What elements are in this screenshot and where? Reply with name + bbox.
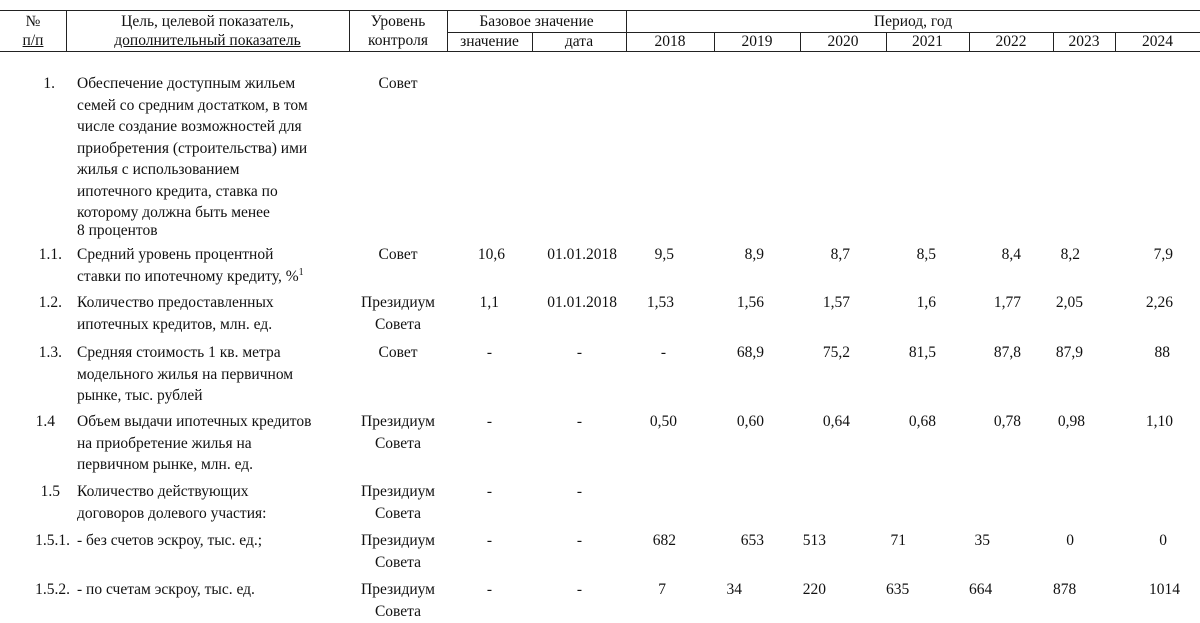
row-control-level: Совета [374,553,422,571]
row-year-value: 7,9 [1153,246,1173,263]
table-header [0,0,1200,52]
row-year-value: 87,8 [993,344,1021,361]
row-year-value: 87,9 [1055,344,1083,361]
row-description-text: ставки по ипотечному кредиту, % [77,267,299,285]
row-description-line: - по счетам эскроу, тыс. ед. [77,581,255,598]
row-description-line: Средняя стоимость 1 кв. метра [77,344,281,361]
row-base-value: - [486,483,492,500]
row-description-line: рынке, тыс. рублей [77,387,203,404]
row-description-line: договоров долевого участия: [77,504,267,522]
row-base-date: - [576,483,582,500]
row-number: 1.5.1. [35,532,70,549]
header-num-label-1: № [25,13,41,30]
row-base-value: - [486,532,492,549]
row-description-line: Средний уровень процентной [77,246,274,263]
row-number: 1. [43,75,55,92]
row-base-value: - [486,344,492,361]
row-year-value: 653 [740,532,764,549]
row-year-value: 71 [890,532,906,549]
row-year-value: 2,05 [1055,294,1083,311]
header-level-label-2: контроля [368,32,428,49]
row-year-value: 0,98 [1057,413,1085,430]
row-year-value: 88 [1154,344,1170,361]
header-period-label: Период, год [873,13,953,30]
row-year-value: 513 [802,532,826,549]
header-top-border [0,10,1200,11]
row-year-value: 0 [1159,532,1167,549]
row-description-line: Объем выдачи ипотечных кредитов [77,413,312,430]
footnote-marker: 1 [298,266,304,278]
row-control-level: Президиум [361,581,435,598]
row-year-value: 9,5 [654,246,674,263]
row-year-value: 7 [658,581,666,598]
row-control-level: Совета [374,434,422,452]
row-base-date: - [576,344,582,361]
row-description-line: - без счетов эскроу, тыс. ед.; [77,532,263,549]
row-year-value: - [660,344,666,361]
row-year-value: 1,57 [822,294,850,311]
row-description-line: которому должна быть менее [77,204,270,221]
row-base-value: - [486,581,492,598]
row-year-value: 8,7 [830,246,850,263]
row-control-level: Совет [378,246,418,263]
row-year-value: 8,5 [916,246,936,263]
row-number: 1.3. [38,344,62,361]
row-base-value: 10,6 [477,246,505,263]
row-base-value: - [486,413,492,430]
header-level-label-1: Уровень [370,13,426,30]
header-year: 2024 [1142,33,1173,50]
row-number: 1.5.2. [35,581,70,598]
header-year: 2021 [912,33,943,50]
header-bottom-border [0,51,1200,52]
row-control-level: Совета [374,315,422,333]
row-year-value: 0,78 [993,413,1021,430]
row-description-line: Обеспечение доступным жильем [77,75,296,92]
row-number: 1.4 [35,413,55,430]
row-base-date: - [576,413,582,430]
row-year-value: 68,9 [736,344,764,361]
row-year-value: 1014 [1149,581,1180,598]
row-control-level: Президиум [361,413,435,430]
row-year-value: 1,53 [646,294,674,311]
row-base-value: 1,1 [479,294,499,311]
header-year: 2023 [1068,33,1100,50]
row-description-line-with-footnote [77,266,304,288]
header-year: 2022 [995,33,1027,50]
header-num-label-2: п/п [22,32,44,49]
row-year-value: 34 [726,581,742,598]
header-base-value-label: значение [460,33,519,50]
row-year-value: 878 [1053,581,1077,598]
row-year-value: 1,77 [993,294,1021,311]
row-control-level: Совет [378,344,418,361]
row-year-value: 0,64 [822,413,850,430]
row-control-level: Совета [374,504,422,522]
row-year-value: 635 [886,581,910,598]
row-year-value: 1,6 [916,294,936,311]
row-description-line: первичном рынке, млн. ед. [77,456,254,473]
row-description-line: семей со средним достатком, в том [77,96,308,114]
row-description-line: 8 процентов [77,222,158,239]
row-year-value: 2,26 [1145,294,1173,311]
header-year: 2020 [827,33,859,50]
row-base-date: 01.01.2018 [547,246,617,263]
header-year: 2018 [654,33,686,50]
row-description-line: ипотечных кредитов, млн. ед. [77,315,273,333]
row-year-value: 0,68 [908,413,936,430]
row-year-value: 682 [652,532,676,549]
row-description-line: приобретения (строительства) ими [77,139,308,157]
row-year-value: 0 [1066,532,1074,549]
row-year-value: 0,50 [649,413,677,430]
header-base-date-label: дата [564,33,594,50]
row-year-value: 35 [974,532,990,549]
row-year-value: 75,2 [822,344,850,361]
row-year-value: 664 [969,581,993,598]
row-year-value: 1,10 [1145,413,1173,430]
row-description-line: Количество предоставленных [77,294,274,311]
row-control-level: Президиум [361,483,435,500]
header-goal-label-2: дополнительный показатель [114,32,301,49]
row-year-value: 81,5 [908,344,936,361]
row-base-date: - [576,581,582,598]
header-base-label: Базовое значение [479,13,594,30]
row-control-level: Президиум [361,294,435,311]
row-number: 1.1. [38,246,62,263]
row-year-value: 8,2 [1060,246,1080,263]
row-number: 1.5 [40,483,60,500]
row-year-value: 1,56 [736,294,764,311]
row-description-line: модельного жилья на первичном [77,365,294,383]
row-control-level: Президиум [361,532,435,549]
row-number: 1.2. [38,294,62,311]
header-year: 2019 [741,33,773,50]
header-goal-label-1: Цель, целевой показатель, [121,13,294,30]
row-description-line: жилья с использованием [77,161,240,178]
row-year-value: 0,60 [736,413,764,430]
row-description-line: числе создание возможностей для [77,118,302,135]
row-base-date: - [576,532,582,549]
row-base-date: 01.01.2018 [547,294,617,311]
row-year-value: 220 [802,581,826,598]
row-description-line: на приобретение жилья на [77,434,252,452]
row-description-line: Количество действующих [77,483,249,500]
row-year-value: 8,9 [744,246,764,263]
row-year-value: 8,4 [1001,246,1021,263]
row-control-level: Совет [378,75,418,92]
row-control-level: Совета [374,602,422,620]
row-description-line: ипотечного кредита, ставка по [77,182,278,200]
